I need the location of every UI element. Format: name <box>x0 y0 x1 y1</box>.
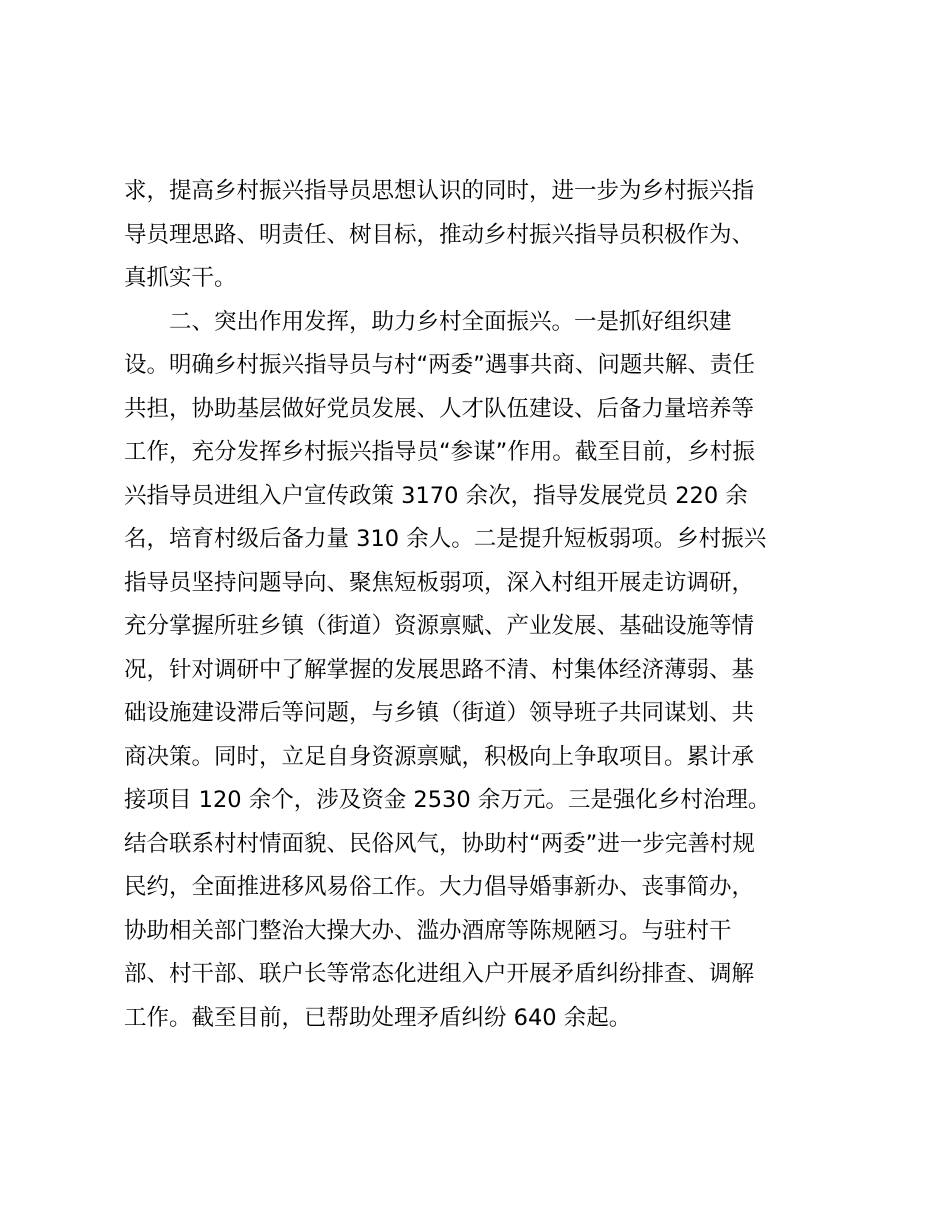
text-line: 工作，充分发挥乡村振兴指导员“参谋”作用。截至目前，乡村振 <box>124 439 755 465</box>
text-line: 结合联系村村情面貌、民俗风气，协助村“两委”进一步完善村规 <box>124 830 755 857</box>
text-line: 接项目 120 余个，涉及资金 2530 余万元。三是强化乡村治理。 <box>124 787 771 813</box>
text-line: 商决策。同时，立足自身资源禀赋，积极向上争取项目。累计承 <box>124 743 755 770</box>
text-line: 名，培育村级后备力量 310 余人。二是提升短板弱项。乡村振兴 <box>124 526 767 552</box>
text-line: 真抓实干。 <box>124 265 237 291</box>
text-line: 指导员坚持问题导向、聚焦短板弱项，深入村组开展走访调研， <box>124 569 755 596</box>
text-line: 设。明确乡村振兴指导员与村“两委”遇事共商、问题共解、责任 <box>124 352 755 378</box>
text-line: 兴指导员进组入户宣传政策 3170 余次，指导发展党员 220 余 <box>124 482 748 509</box>
text-line: 共担，协助基层做好党员发展、人才队伍建设、后备力量培养等 <box>124 395 755 422</box>
text-line: 部、村干部、联户长等常态化进组入户开展矛盾纠纷排查、调解 <box>124 961 755 987</box>
body-text <box>124 170 834 1040</box>
text-line: 工作。截至目前，已帮助处理矛盾纠纷 640 余起。 <box>124 1004 632 1031</box>
text-line: 导员理思路、明责任、树目标，推动乡村振兴指导员积极作为、 <box>124 221 755 248</box>
text-line: 充分掌握所驻乡镇（街道）资源禀赋、产业发展、基础设施等情 <box>124 613 755 639</box>
text-line: 协助相关部门整治大操大办、滥办酒席等陈规陋习。与驻村干 <box>124 917 732 944</box>
text-line: 二、突出作用发挥，助力乡村全面振兴。一是抓好组织建 <box>124 308 732 335</box>
text-line: 础设施建设滞后等问题，与乡镇（街道）领导班子共同谋划、共 <box>124 700 755 726</box>
text-line: 求，提高乡村振兴指导员思想认识的同时，进一步为乡村振兴指 <box>124 178 755 204</box>
text-line: 民约，全面推进移风易俗工作。大力倡导婚事新办、丧事简办， <box>124 874 755 900</box>
text-line: 况，针对调研中了解掌握的发展思路不清、村集体经济薄弱、基 <box>124 656 755 683</box>
